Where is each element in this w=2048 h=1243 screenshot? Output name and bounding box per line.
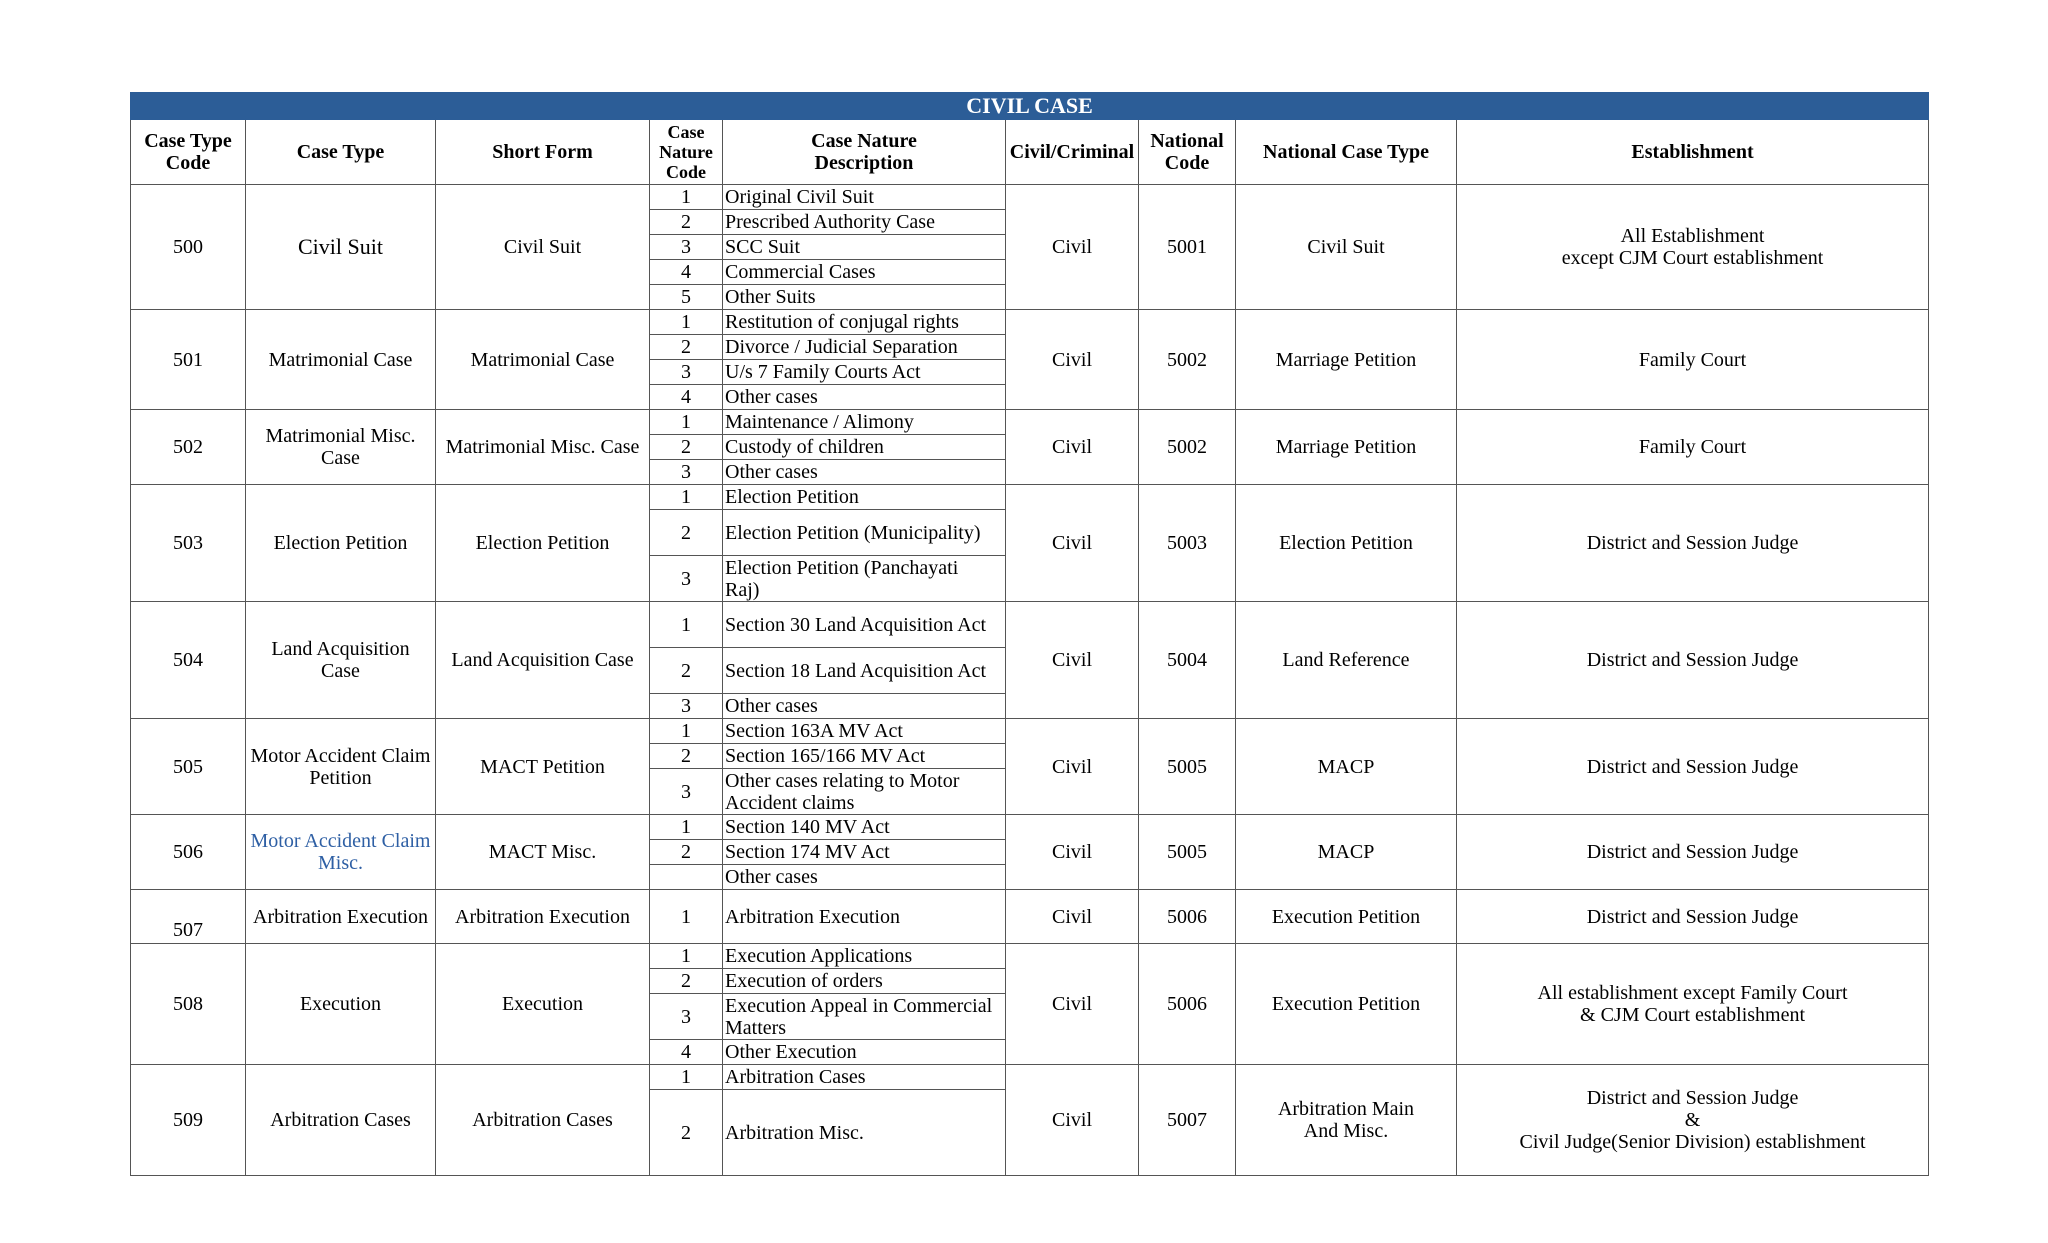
short-form-cell: Matrimonial Case — [436, 310, 650, 410]
case-nature-description-cell: Other cases — [723, 460, 1006, 485]
case-nature-description-cell: Section 174 MV Act — [723, 840, 1006, 865]
case-type-code-cell: 508 — [131, 944, 246, 1065]
case-type-code-cell: 500 — [131, 185, 246, 310]
national-case-type-cell: Marriage Petition — [1236, 410, 1457, 485]
short-form-cell: MACT Petition — [436, 719, 650, 815]
case-nature-code-cell: 3 — [650, 769, 723, 815]
case-nature-code-cell: 2 — [650, 510, 723, 556]
establishment-cell: All establishment except Family Court & CJM Court establishment — [1457, 944, 1929, 1065]
case-nature-code-cell: 3 — [650, 556, 723, 602]
case-nature-code-cell: 1 — [650, 1065, 723, 1090]
short-form-cell: MACT Misc. — [436, 815, 650, 890]
establishment-cell: District and Session Judge — [1457, 602, 1929, 719]
case-nature-code-cell: 1 — [650, 944, 723, 969]
table-title-row — [131, 93, 1929, 120]
case-nature-description-cell: Other cases — [723, 694, 1006, 719]
case-nature-code-cell: 5 — [650, 285, 723, 310]
case-nature-code-cell: 2 — [650, 840, 723, 865]
case-nature-description-cell: Arbitration Execution — [723, 890, 1006, 944]
case-nature-description-cell: Section 18 Land Acquisition Act — [723, 648, 1006, 694]
header-establishment: Establishment — [1457, 120, 1929, 185]
case-nature-code-cell: 2 — [650, 648, 723, 694]
header-national-case-type: National Case Type — [1236, 120, 1457, 185]
case-type-code-cell: 509 — [131, 1065, 246, 1176]
national-case-type-cell: MACP — [1236, 719, 1457, 815]
case-nature-description-cell: Execution Appeal in Commercial Matters — [723, 994, 1006, 1040]
short-form-cell: Land Acquisition Case — [436, 602, 650, 719]
case-nature-code-cell: 4 — [650, 260, 723, 285]
case-type-code-cell: 507 — [131, 890, 246, 944]
case-type-cell: Execution — [246, 944, 436, 1065]
case-type-code-cell: 501 — [131, 310, 246, 410]
case-nature-code-cell — [650, 865, 723, 890]
case-nature-description-cell: Other cases relating to Motor Accident claims — [723, 769, 1006, 815]
case-nature-code-cell: 3 — [650, 235, 723, 260]
case-nature-description-cell: Other Suits — [723, 285, 1006, 310]
national-case-type-cell: Civil Suit — [1236, 185, 1457, 310]
national-case-type-cell: MACP — [1236, 815, 1457, 890]
case-nature-description-cell: Section 30 Land Acquisition Act — [723, 602, 1006, 648]
case-nature-description-cell: Arbitration Cases — [723, 1065, 1006, 1090]
national-case-type-cell: Execution Petition — [1236, 944, 1457, 1065]
case-nature-description-cell: Section 163A MV Act — [723, 719, 1006, 744]
establishment-cell: District and Session Judge — [1457, 890, 1929, 944]
case-nature-code-cell: 3 — [650, 360, 723, 385]
case-nature-code-cell: 1 — [650, 815, 723, 840]
case-type-code-cell: 506 — [131, 815, 246, 890]
case-nature-description-cell: Restitution of conjugal rights — [723, 310, 1006, 335]
case-nature-description-cell: Commercial Cases — [723, 260, 1006, 285]
national-case-type-cell: Execution Petition — [1236, 890, 1457, 944]
civil-criminal-cell: Civil — [1006, 815, 1139, 890]
case-nature-code-cell: 3 — [650, 460, 723, 485]
case-type-cell: Motor Accident Claim Misc. — [246, 815, 436, 890]
table-row — [131, 185, 1929, 210]
case-nature-description-cell: Divorce / Judicial Separation — [723, 335, 1006, 360]
case-nature-description-cell: Section 140 MV Act — [723, 815, 1006, 840]
case-nature-code-cell: 3 — [650, 994, 723, 1040]
civil-criminal-cell: Civil — [1006, 890, 1139, 944]
case-nature-code-cell: 1 — [650, 890, 723, 944]
case-nature-code-cell: 2 — [650, 1090, 723, 1176]
table-row — [131, 310, 1929, 335]
civil-criminal-cell: Civil — [1006, 1065, 1139, 1176]
case-nature-description-cell: U/s 7 Family Courts Act — [723, 360, 1006, 385]
header-case-type: Case Type — [246, 120, 436, 185]
case-nature-description-cell: Other Execution — [723, 1040, 1006, 1065]
case-type-cell: Motor Accident Claim Petition — [246, 719, 436, 815]
establishment-cell: Family Court — [1457, 310, 1929, 410]
civil-case-sheet — [130, 92, 1928, 1176]
short-form-cell: Execution — [436, 944, 650, 1065]
case-type-cell: Arbitration Cases — [246, 1065, 436, 1176]
national-case-type-cell: Marriage Petition — [1236, 310, 1457, 410]
case-nature-code-cell: 2 — [650, 435, 723, 460]
case-nature-code-cell: 1 — [650, 719, 723, 744]
case-type-cell: Arbitration Execution — [246, 890, 436, 944]
table-row — [131, 890, 1929, 944]
case-nature-description-cell: Prescribed Authority Case — [723, 210, 1006, 235]
case-type-code-cell: 505 — [131, 719, 246, 815]
case-type-cell: Matrimonial Case — [246, 310, 436, 410]
national-code-cell: 5006 — [1139, 944, 1236, 1065]
header-case-nature-description: Case Nature Description — [723, 120, 1006, 185]
table-row — [131, 944, 1929, 969]
case-nature-code-cell: 2 — [650, 969, 723, 994]
civil-criminal-cell: Civil — [1006, 185, 1139, 310]
civil-case-table — [130, 92, 1929, 1176]
civil-criminal-cell: Civil — [1006, 719, 1139, 815]
national-code-cell: 5001 — [1139, 185, 1236, 310]
national-code-cell: 5004 — [1139, 602, 1236, 719]
case-nature-code-cell: 1 — [650, 410, 723, 435]
case-nature-code-cell: 4 — [650, 1040, 723, 1065]
table-row — [131, 485, 1929, 510]
case-nature-description-cell: Execution of orders — [723, 969, 1006, 994]
case-type-cell: Election Petition — [246, 485, 436, 602]
national-code-cell: 5005 — [1139, 815, 1236, 890]
case-nature-code-cell: 2 — [650, 210, 723, 235]
national-code-cell: 5005 — [1139, 719, 1236, 815]
case-type-cell: Matrimonial Misc. Case — [246, 410, 436, 485]
case-nature-code-cell: 1 — [650, 185, 723, 210]
header-national-code: National Code — [1139, 120, 1236, 185]
case-type-code-cell: 504 — [131, 602, 246, 719]
national-code-cell: 5007 — [1139, 1065, 1236, 1176]
short-form-cell: Civil Suit — [436, 185, 650, 310]
header-row — [131, 120, 1929, 185]
civil-criminal-cell: Civil — [1006, 602, 1139, 719]
civil-criminal-cell: Civil — [1006, 485, 1139, 602]
case-type-code-cell: 503 — [131, 485, 246, 602]
case-nature-description-cell: Other cases — [723, 385, 1006, 410]
case-nature-code-cell: 2 — [650, 335, 723, 360]
establishment-cell: District and Session Judge — [1457, 485, 1929, 602]
case-nature-code-cell: 2 — [650, 744, 723, 769]
civil-criminal-cell: Civil — [1006, 944, 1139, 1065]
short-form-cell: Election Petition — [436, 485, 650, 602]
civil-criminal-cell: Civil — [1006, 410, 1139, 485]
header-short-form: Short Form — [436, 120, 650, 185]
case-nature-description-cell: Maintenance / Alimony — [723, 410, 1006, 435]
case-nature-description-cell: Custody of children — [723, 435, 1006, 460]
national-code-cell: 5002 — [1139, 410, 1236, 485]
table-row — [131, 719, 1929, 744]
establishment-cell: District and Session Judge — [1457, 815, 1929, 890]
short-form-cell: Arbitration Cases — [436, 1065, 650, 1176]
table-row — [131, 1065, 1929, 1090]
header-case-type-code: Case Type Code — [131, 120, 246, 185]
establishment-cell: District and Session Judge & Civil Judge(Senior Division) establishment — [1457, 1065, 1929, 1176]
table-row — [131, 410, 1929, 435]
establishment-cell: District and Session Judge — [1457, 719, 1929, 815]
case-nature-description-cell: Other cases — [723, 865, 1006, 890]
case-nature-code-cell: 3 — [650, 694, 723, 719]
civil-criminal-cell: Civil — [1006, 310, 1139, 410]
table-row — [131, 815, 1929, 840]
short-form-cell: Arbitration Execution — [436, 890, 650, 944]
case-type-code-cell: 502 — [131, 410, 246, 485]
table-title: CIVIL CASE — [131, 93, 1929, 120]
case-nature-code-cell: 4 — [650, 385, 723, 410]
short-form-cell: Matrimonial Misc. Case — [436, 410, 650, 485]
header-case-nature-code: Case Nature Code — [650, 120, 723, 185]
national-code-cell: 5006 — [1139, 890, 1236, 944]
table-body — [131, 185, 1929, 1176]
national-code-cell: 5003 — [1139, 485, 1236, 602]
case-nature-description-cell: Section 165/166 MV Act — [723, 744, 1006, 769]
establishment-cell: Family Court — [1457, 410, 1929, 485]
case-nature-code-cell: 1 — [650, 602, 723, 648]
case-nature-description-cell: Election Petition — [723, 485, 1006, 510]
case-nature-description-cell: Execution Applications — [723, 944, 1006, 969]
national-case-type-cell: Arbitration Main And Misc. — [1236, 1065, 1457, 1176]
case-nature-description-cell: Election Petition (Panchayati Raj) — [723, 556, 1006, 602]
header-civil-criminal: Civil/Criminal — [1006, 120, 1139, 185]
case-nature-code-cell: 1 — [650, 485, 723, 510]
national-case-type-cell: Election Petition — [1236, 485, 1457, 602]
case-type-cell: Land Acquisition Case — [246, 602, 436, 719]
table-row — [131, 602, 1929, 648]
case-nature-description-cell: Arbitration Misc. — [723, 1090, 1006, 1176]
case-nature-code-cell: 1 — [650, 310, 723, 335]
establishment-cell: All Establishment except CJM Court establishment — [1457, 185, 1929, 310]
case-nature-description-cell: Election Petition (Municipality) — [723, 510, 1006, 556]
case-nature-description-cell: SCC Suit — [723, 235, 1006, 260]
case-nature-description-cell: Original Civil Suit — [723, 185, 1006, 210]
case-type-cell: Civil Suit — [246, 185, 436, 310]
national-case-type-cell: Land Reference — [1236, 602, 1457, 719]
national-code-cell: 5002 — [1139, 310, 1236, 410]
